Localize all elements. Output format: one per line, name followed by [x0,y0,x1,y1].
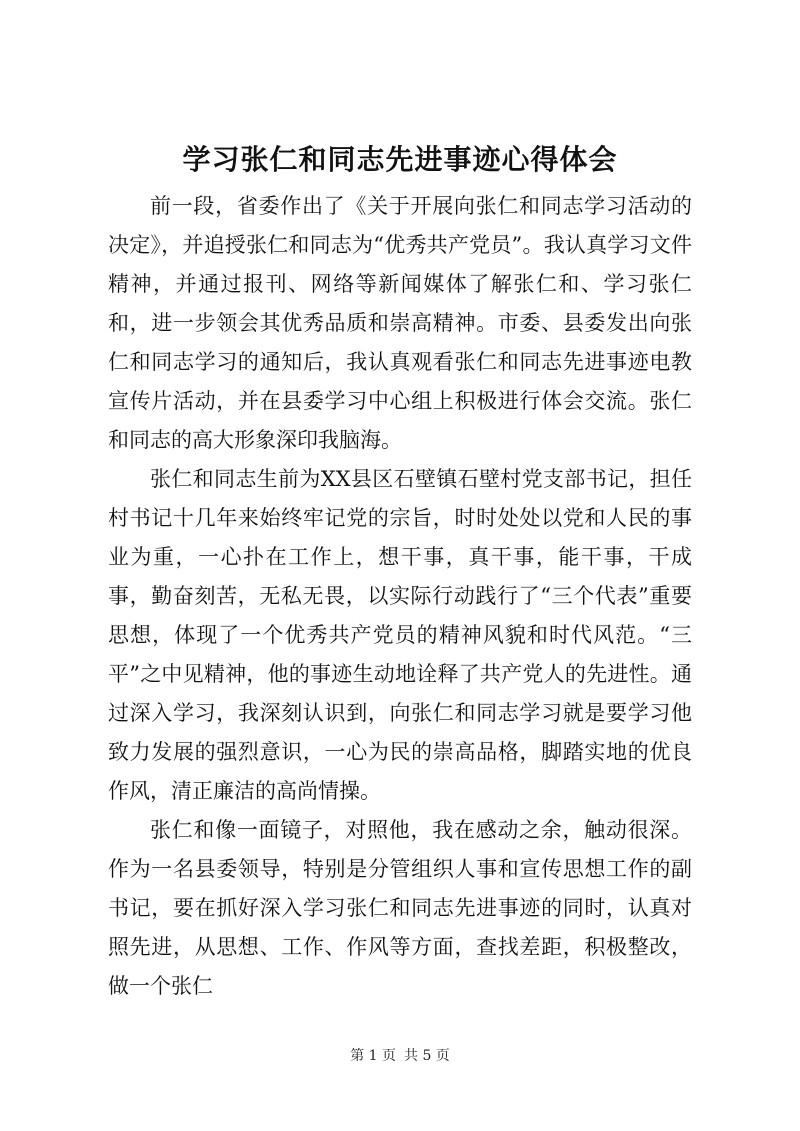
paragraph-2: 张仁和同志生前为XX县区石壁镇石壁村党支部书记，担任村书记十几年来始终牢记党的宗旨，时时处处以党和人民的事业为重，一心扑在工作上，想干事，真干事，能干事，干成事，勤奋刻苦，无私无畏，以实际行动践行了“三个代表”重要思想，体现了一个优秀共产党员的精神风貌和时代风范。“三平”之中见精神，他的事迹生动地诠释了共产党人的先进性。通过深入学习，我深刻认识到，向张仁和同志学习就是要学习他致力发展的强烈意识，一心为民的崇高品格，脚踏实地的优良作风，清正廉洁的高尚情操。 [108,467,692,803]
page-total: 共 5 页 [404,1048,450,1064]
page-number: 第 1 页 [350,1048,396,1064]
page-footer [0,1046,800,1066]
paragraph-3: 张仁和像一面镜子，对照他，我在感动之余，触动很深。作为一名县委领导，特别是分管组织人事和宣传思想工作的副书记，要在抓好深入学习张仁和同志先进事迹的同时，认真对照先进，从思想、工作、作风等方面，查找差距，积极整改，做一个张仁 [108,818,692,998]
document-body [108,187,692,1006]
document-title: 学习张仁和同志先进事迹心得体会 [182,143,618,176]
paragraph-1: 前一段，省委作出了《关于开展向张仁和同志学习活动的决定》，并追授张仁和同志为“优秀共产党员”。我认真学习文件精神，并通过报刊、网络等新闻媒体了解张仁和、学习张仁和，进一步领会其优秀品质和崇高精神。市委、县委发出向张仁和同志学习的通知后，我认真观看张仁和同志先进事迹电教宣传片活动，并在县委学习中心组上积极进行体会交流。张仁和同志的高大形象深印我脑海。 [108,194,692,452]
